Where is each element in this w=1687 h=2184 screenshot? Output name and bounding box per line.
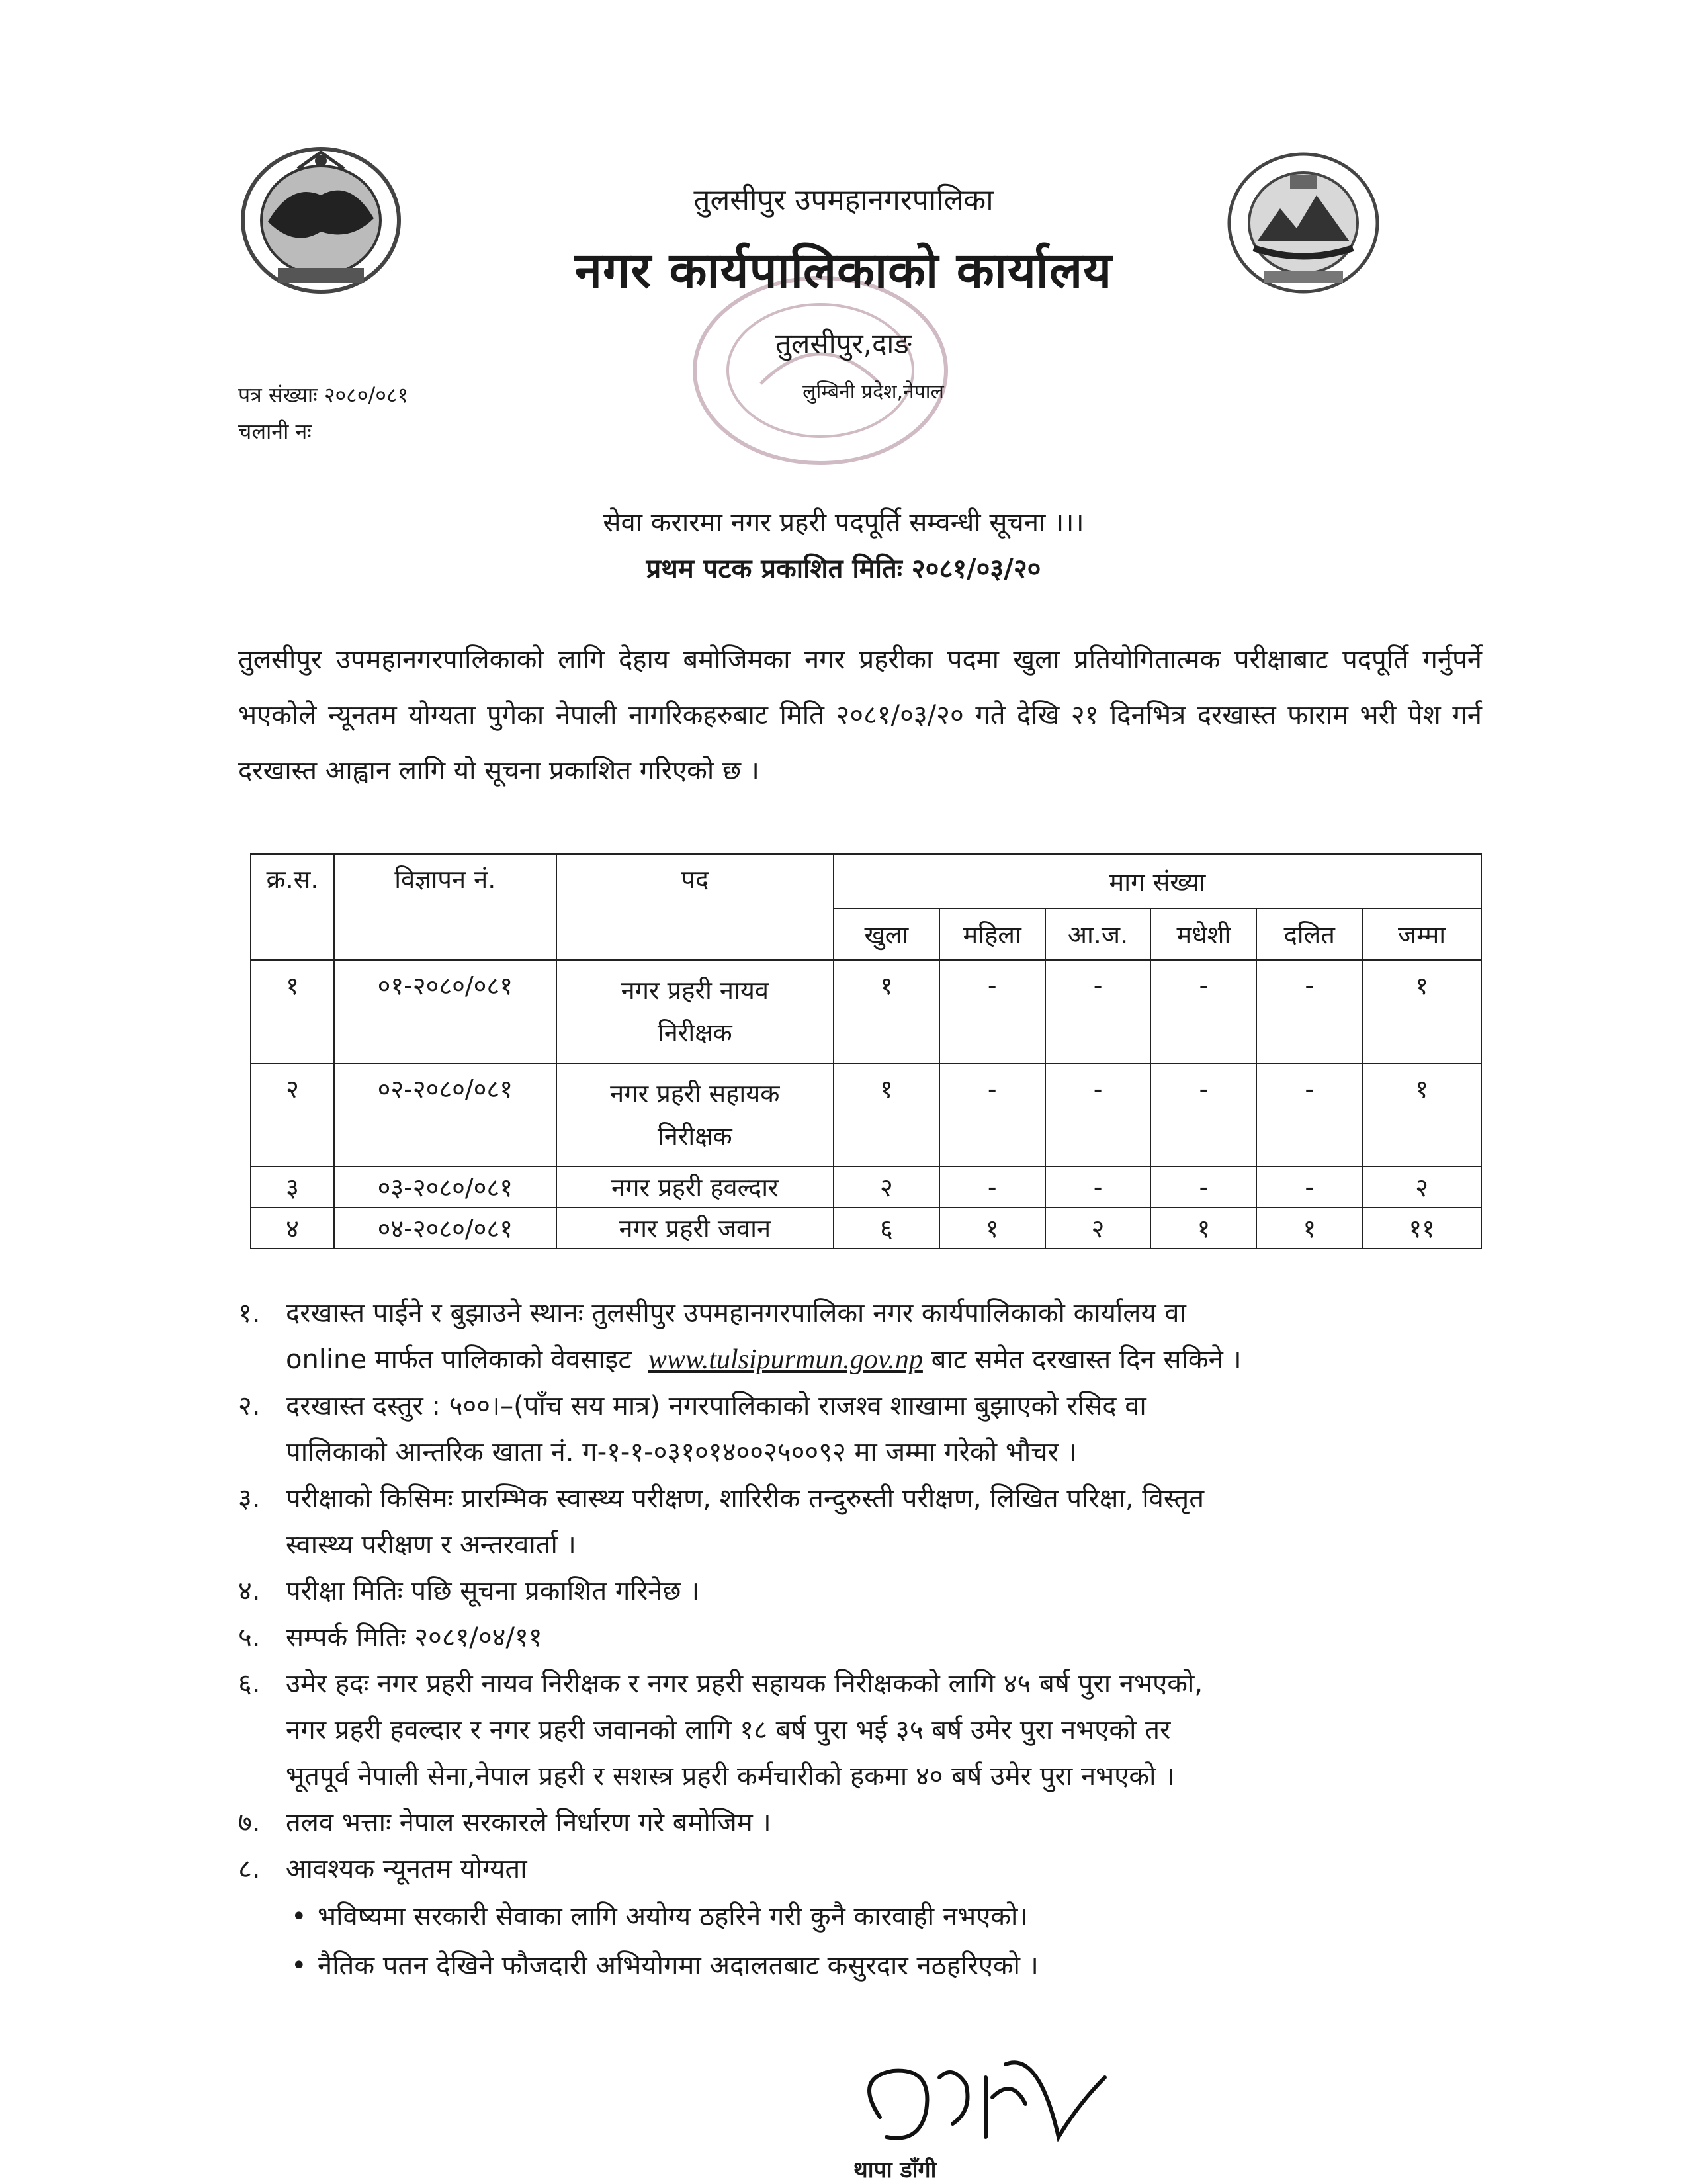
note-text: उमेर हदः नगर प्रहरी नायव निरीक्षक र नगर प्रहरी सहायक निरीक्षकको लागि ४५ बर्ष पुरा नभएको, [286, 1669, 1203, 1699]
notes-list [238, 1290, 1482, 1990]
header-post: पद [556, 854, 834, 960]
cell-adv: ०२-२०८०/०८१ [334, 1063, 556, 1166]
vacancy-table [250, 853, 1482, 1249]
note-number: २. [238, 1391, 261, 1421]
cell-adv: ०३-२०८०/०८१ [334, 1166, 556, 1207]
note-number: ७. [238, 1808, 261, 1838]
bullet-1: • भविष्यमा सरकारी सेवाका लागि अयोग्य ठहरिने गरी कुनै कारवाही नभएको। [238, 1892, 1482, 1941]
note-number: ५. [238, 1622, 261, 1653]
header-madhesi: मधेशी [1150, 908, 1256, 960]
cell-khula: १ [834, 960, 939, 1063]
signatory-name: थापा डाँगी [853, 2157, 937, 2183]
cell-khula: १ [834, 1063, 939, 1166]
note-number: ८. [238, 1854, 261, 1884]
note-number: ४. [238, 1576, 261, 1606]
note-2 [238, 1383, 1482, 1475]
cell-dalit: १ [1256, 1207, 1362, 1248]
note-continuation: भूतपूर्व नेपाली सेना,नेपाल प्रहरी र सशस्त्र प्रहरी कर्मचारीको हकमा ४० बर्ष उमेर पुरा नभएको । [286, 1761, 1175, 1792]
note-text: तलव भत्ताः नेपाल सरकारले निर्धारण गरे बमोजिम । [286, 1808, 771, 1838]
office-province: लुम्बिनी प्रदेश,नेपाल [802, 380, 944, 404]
table-row [251, 1166, 1481, 1207]
cell-jamma: २ [1362, 1166, 1481, 1207]
cell-dalit: - [1256, 960, 1362, 1063]
note-text: आवश्यक न्यूनतम योग्यता [286, 1854, 527, 1884]
table-row [251, 1063, 1481, 1166]
cell-jamma: १ [1362, 960, 1481, 1063]
cell-mahila: १ [939, 1207, 1045, 1248]
cell-sn: ४ [251, 1207, 334, 1248]
cell-sn: १ [251, 960, 334, 1063]
header-sn: क्र.स. [251, 854, 334, 960]
cell-adv: ०१-२०८०/०८१ [334, 960, 556, 1063]
note-3 [238, 1475, 1482, 1568]
cell-madhesi: - [1150, 1166, 1256, 1207]
bullet-2: • नैतिक पतन देखिने फौजदारी अभियोगमा अदालतबाट कसुरदार नठहरिएको । [238, 1941, 1482, 1990]
cell-post: नगर प्रहरी हवल्दार [556, 1166, 834, 1207]
signature [840, 2038, 1118, 2163]
table-row [251, 1207, 1481, 1248]
cell-aaja: - [1045, 1166, 1151, 1207]
cell-madhesi: - [1150, 960, 1256, 1063]
post-line2: निरीक्षक [657, 1018, 732, 1047]
note-continuation: नगर प्रहरी हवल्दार र नगर प्रहरी जवानको लागि १८ बर्ष पुरा भई ३५ बर्ष उमेर पुरा नभएको तर [286, 1715, 1171, 1745]
note-text: बाट समेत दरखास्त दिन सकिने । [931, 1344, 1242, 1375]
cell-post: नगर प्रहरी जवान [556, 1207, 834, 1248]
header-dalit: दलित [1256, 908, 1362, 960]
note-4 [238, 1568, 1482, 1614]
dispatch-number: चलानी नः [238, 419, 312, 444]
note-number: १. [238, 1298, 261, 1329]
cell-madhesi: १ [1150, 1207, 1256, 1248]
cell-khula: २ [834, 1166, 939, 1207]
note-7 [238, 1800, 1482, 1846]
header-demand: माग संख्या [834, 854, 1481, 908]
cell-post [556, 960, 834, 1063]
cell-mahila: - [939, 960, 1045, 1063]
note-continuation: पालिकाको आन्तरिक खाता नं. ग-१-१-०३१०१४००२५००९२ मा जम्मा गरेको भौचर । [286, 1437, 1077, 1467]
header-khula: खुला [834, 908, 939, 960]
header-jamma: जम्मा [1362, 908, 1481, 960]
note-text: सम्पर्क मितिः २०८१/०४/११ [286, 1622, 542, 1653]
cell-jamma: ११ [1362, 1207, 1481, 1248]
office-title: नगर कार्यपालिकाको कार्यालय [574, 242, 1113, 299]
note-continuation [238, 1336, 1482, 1383]
website-link[interactable]: www.tulsipurmun.gov.np [648, 1344, 923, 1375]
note-text: दरखास्त पाईने र बुझाउने स्थानः तुलसीपुर उपमहानगरपालिका नगर कार्यपालिकाको कार्यालय वा [286, 1298, 1186, 1329]
note-1 [238, 1290, 1482, 1383]
note-continuation: स्वास्थ्य परीक्षण र अन्तरवार्ता । [286, 1530, 576, 1560]
header-aaja: आ.ज. [1045, 908, 1151, 960]
notice-subject: सेवा करारमा नगर प्रहरी पदपूर्ति सम्वन्धी सूचना ।।। [603, 507, 1084, 538]
cell-dalit: - [1256, 1166, 1362, 1207]
table-row [251, 960, 1481, 1063]
header-mahila: महिला [939, 908, 1045, 960]
note-5 [238, 1614, 1482, 1661]
office-address: तुलसीपुर,दाङ [775, 328, 912, 360]
cell-post [556, 1063, 834, 1166]
cell-aaja: - [1045, 960, 1151, 1063]
note-text: परीक्षा मितिः पछि सूचना प्रकाशित गरिनेछ । [286, 1576, 700, 1606]
note-8 [238, 1846, 1482, 1892]
letter-number: पत्र संख्याः २०८०/०८१ [238, 382, 409, 408]
post-line1: नगर प्रहरी सहायक [610, 1079, 780, 1108]
cell-sn: २ [251, 1063, 334, 1166]
cell-mahila: - [939, 1063, 1045, 1166]
header-adv-no: विज्ञापन नं. [334, 854, 556, 960]
cell-khula: ६ [834, 1207, 939, 1248]
note-text: परीक्षाको किसिमः प्रारम्भिक स्वास्थ्य परीक्षण, शारिरीक तन्दुरुस्ती परीक्षण, लिखित परिक्षा, विस्तृत [286, 1483, 1205, 1514]
cell-aaja: २ [1045, 1207, 1151, 1248]
post-line2: निरीक्षक [657, 1121, 732, 1151]
note-number: ६. [238, 1669, 261, 1699]
note-text: दरखास्त दस्तुर : ५००।–(पाँच सय मात्र) नगरपालिकाको राजश्व शाखामा बुझाएको रसिद वा [286, 1391, 1146, 1421]
note-number: ३. [238, 1483, 261, 1514]
note-text: online मार्फत पालिकाको वेवसाइट [286, 1344, 632, 1375]
post-line1: नगर प्रहरी नायव [621, 976, 769, 1005]
publication-date: प्रथम पटक प्रकाशित मितिः २०८१/०३/२० [646, 554, 1041, 584]
municipality-name: तुलसीपुर उपमहानगरपालिका [693, 183, 994, 217]
cell-jamma: १ [1362, 1063, 1481, 1166]
cell-mahila: - [939, 1166, 1045, 1207]
cell-aaja: - [1045, 1063, 1151, 1166]
cell-dalit: - [1256, 1063, 1362, 1166]
note-6 [238, 1661, 1482, 1800]
cell-sn: ३ [251, 1166, 334, 1207]
cell-madhesi: - [1150, 1063, 1256, 1166]
intro-paragraph: तुलसीपुर उपमहानगरपालिकाको लागि देहाय बमोजिमका नगर प्रहरीका पदमा खुला प्रतियोगितात्मक परीक्षाबाट पदपूर्ति गर्नुपर्ने भएकोले न्यूनतम योग्यता पुगेका नेपाली नागरिकहरुबाट मिति २०८१/०३/२० गते देखि २१ दिनभित्र दरखास्त फाराम भरी पेश गर्न दरखास्त आह्वान लागि यो सूचना प्रकाशित गरिएको छ । [238, 644, 1482, 786]
cell-adv: ०४-२०८०/०८१ [334, 1207, 556, 1248]
